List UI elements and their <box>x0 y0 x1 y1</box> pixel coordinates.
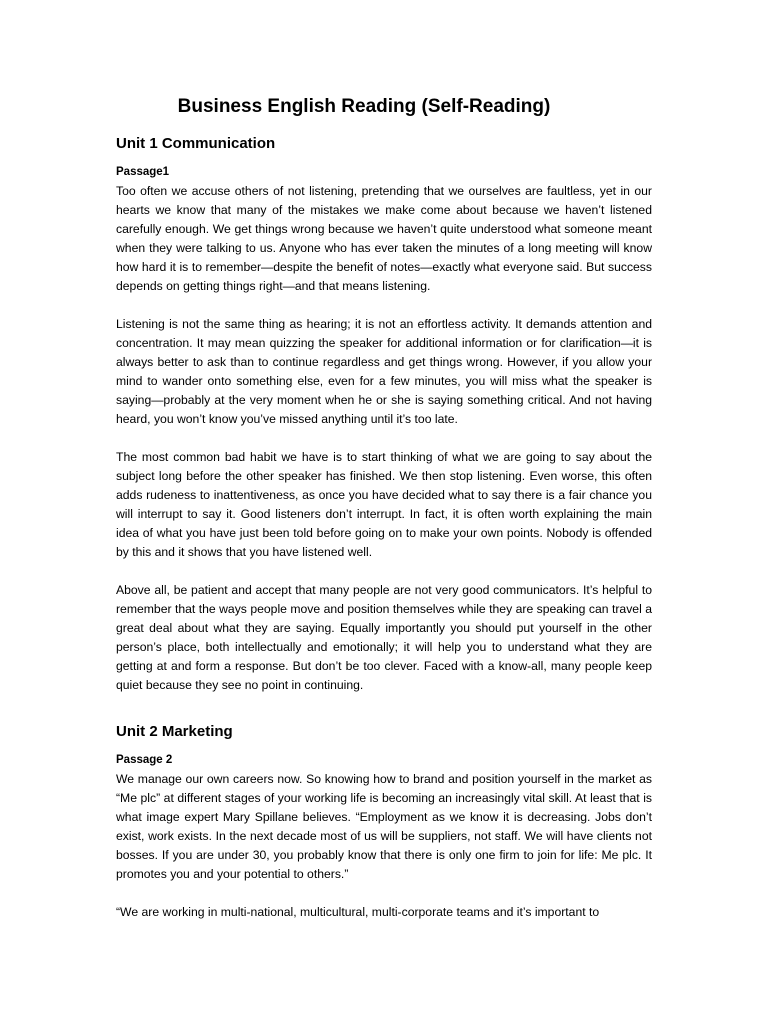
paragraph: Listening is not the same thing as hearing; it is not an effortless activity. It demands attention and concentration. It may mean quizzing the speaker for additional information or for clarification—it is always better to ask than to continue regardless and get things wrong. However, if you allow your mind to wander onto something else, even for a few minutes, you will miss what the speaker is saying—probably at the very moment when he or she is saying something critical. And not having heard, you won’t know you’ve missed anything until it’s too late. <box>116 317 652 426</box>
paragraph: Too often we accuse others of not listening, pretending that we ourselves are faultless, yet in our hearts we know that many of the mistakes we make come about because we haven’t listened carefully enough. We get things wrong because we haven’t quite understood what someone meant when they were talking to us. Anyone who has ever taken the minutes of a long meeting will know how hard it is to remember—despite the benefit of notes—exactly what everyone said. But success depends on getting things right—and that means listening. <box>116 184 652 293</box>
passage-2-label: Passage 2 <box>116 754 173 766</box>
unit-2-heading: Unit 2 Marketing <box>116 723 233 740</box>
paragraph: Above all, be patient and accept that many people are not very good communicators. It’s helpful to remember that the ways people move and position themselves while they are speaking can travel a great deal about what they are saying. Equally importantly you should put yourself in the other person’s place, both intellectually and emotionally; it will help you to understand what they are getting at and form a response. But don’t be too clever. Faced with a know-all, many people keep quiet because they see no point in continuing. <box>116 583 652 692</box>
paragraph: “We are working in multi-national, multicultural, multi-corporate teams and it’s important to <box>116 905 600 919</box>
paragraph: We manage our own careers now. So knowing how to brand and position yourself in the market as “Me plc” at different stages of your working life is becoming an increasingly vital skill. At least that is what image expert Mary Spillane believes. “Employment as we know it is decreasing. Jobs don’t exist, work exists. In the next decade most of us will be suppliers, not staff. We will have clients not bosses. If you are under 30, you probably know that there is only one firm to join for life: Me plc. It promotes you and your potential to others.” <box>116 772 652 881</box>
passage-1-label: Passage1 <box>116 166 170 178</box>
unit-1-heading: Unit 1 Communication <box>116 135 276 152</box>
document-title: Business English Reading (Self-Reading) <box>177 96 551 117</box>
paragraph: The most common bad habit we have is to start thinking of what we are going to say about the subject long before the other speaker has finished. We then stop listening. Even worse, this often adds rudeness to inattentiveness, as once you have decided what to say there is a fair chance you will interrupt to say it. Good listeners don’t interrupt. In fact, it is often worth explaining the main idea of what you have just been told before going on to make your own points. Nobody is offended by this and it shows that you have listened well. <box>116 450 652 559</box>
